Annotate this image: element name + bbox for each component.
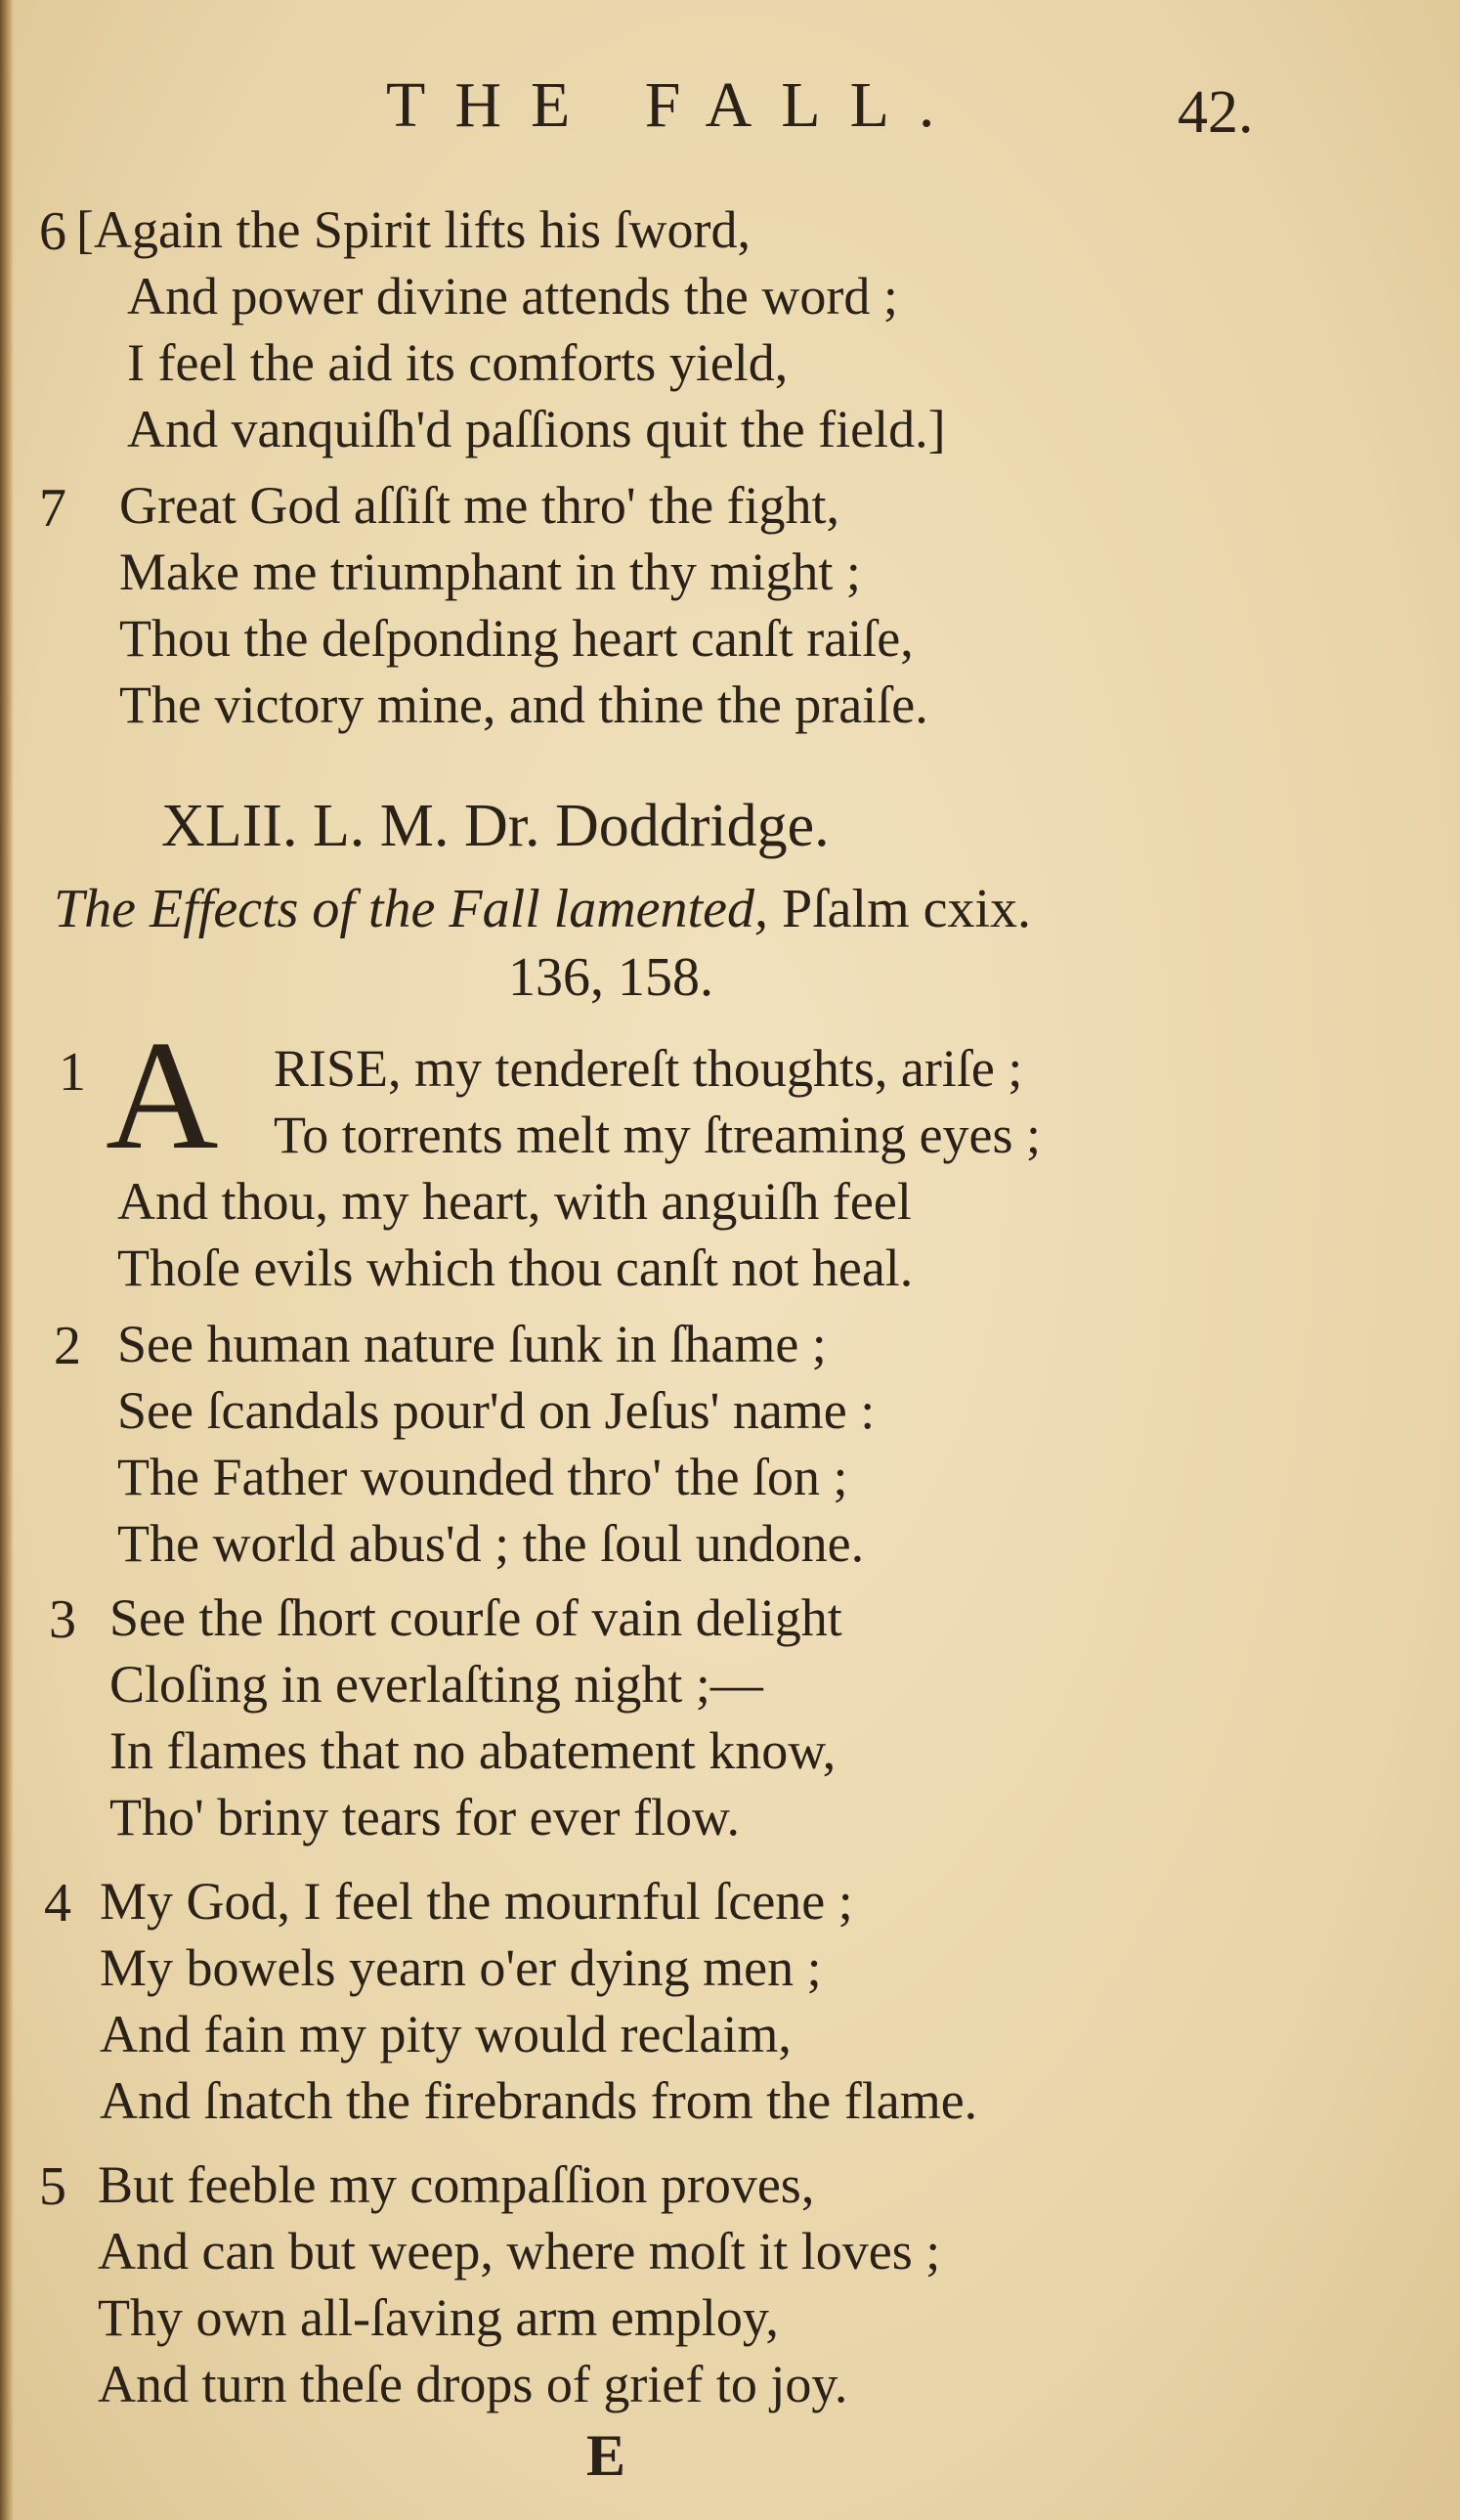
stanza-line: The world abus'd ; the ſoul undone. [117,1514,865,1573]
stanza-line: And ſnatch the firebrands from the flame. [100,2071,978,2130]
page-edge [0,0,14,2520]
stanza-line: And power divine attends the word ; [127,267,898,326]
stanza-number: 1 [59,1042,86,1103]
stanza-line: And fain my pity would reclaim, [100,2005,792,2064]
stanza-line: See the ſhort courſe of vain delight [109,1588,842,1647]
stanza-number: 3 [49,1589,76,1650]
stanza-line: I feel the aid its comforts yield, [127,333,789,392]
stanza-line: And vanquiſh'd paſſions quit the field.] [127,400,946,458]
stanza-line: And thou, my heart, with anguiſh feel [117,1172,912,1231]
stanza-line: Thy own all-ſaving arm employ, [98,2288,779,2347]
running-title: THE FALL. [386,69,965,141]
stanza-line: Thoſe evils which thou canſt not heal. [117,1238,914,1297]
stanza-line: RISE, my tendereſt thoughts, ariſe ; [274,1039,1023,1098]
stanza-line: To torrents melt my ſtreaming eyes ; [274,1106,1042,1164]
stanza-line: Cloſing in everlaſting night ;— [109,1655,763,1714]
subtitle-italic: The Effects of the Fall lamented, [54,879,768,939]
hymn-subtitle [54,878,1031,940]
stanza-line: Tho' briny tears for ever flow. [109,1788,740,1847]
stanza-line: Great God aſſiſt me thro' the fight, [119,476,840,535]
stanza-number: 6 [39,201,66,262]
hymn-subtitle-continued: 136, 158. [508,947,713,1008]
hymn-heading: XLII. L. M. Dr. Doddridge. [161,793,830,859]
stanza-line: Thou the deſponding heart canſt raiſe, [119,609,914,668]
stanza-line: Make me triumphant in thy might ; [119,543,861,601]
stanza-line: See ſcandals pour'd on Jeſus' name : [117,1381,876,1440]
page-header [0,68,1460,147]
drop-cap: A [106,1008,219,1182]
page-number: 42. [1178,79,1254,146]
subtitle-roman: Pſalm cxix. [781,879,1032,939]
stanza-line: [Again the Spirit lifts his ſword, [76,200,751,259]
stanza-number: 7 [39,478,66,539]
stanza-line: See human nature ſunk in ſhame ; [117,1315,827,1373]
stanza-line: In flames that no abatement know, [109,1721,837,1780]
stanza-line: The victory mine, and thine the praiſe. [119,675,928,734]
stanza-number: 5 [39,2156,66,2217]
stanza-number: 2 [54,1316,81,1376]
stanza-line: But feeble my compaſſion proves, [98,2155,815,2214]
signature-mark: E [586,2423,626,2488]
stanza-number: 4 [44,1873,71,1933]
stanza-line: My bowels yearn o'er dying men ; [100,1938,822,1997]
stanza-line: My God, I feel the mournful ſcene ; [100,1872,853,1931]
stanza-line: And can but weep, where moſt it loves ; [98,2222,941,2281]
stanza-line: The Father wounded thro' the ſon ; [117,1448,848,1506]
stanza-line: And turn theſe drops of grief to joy. [98,2355,848,2413]
